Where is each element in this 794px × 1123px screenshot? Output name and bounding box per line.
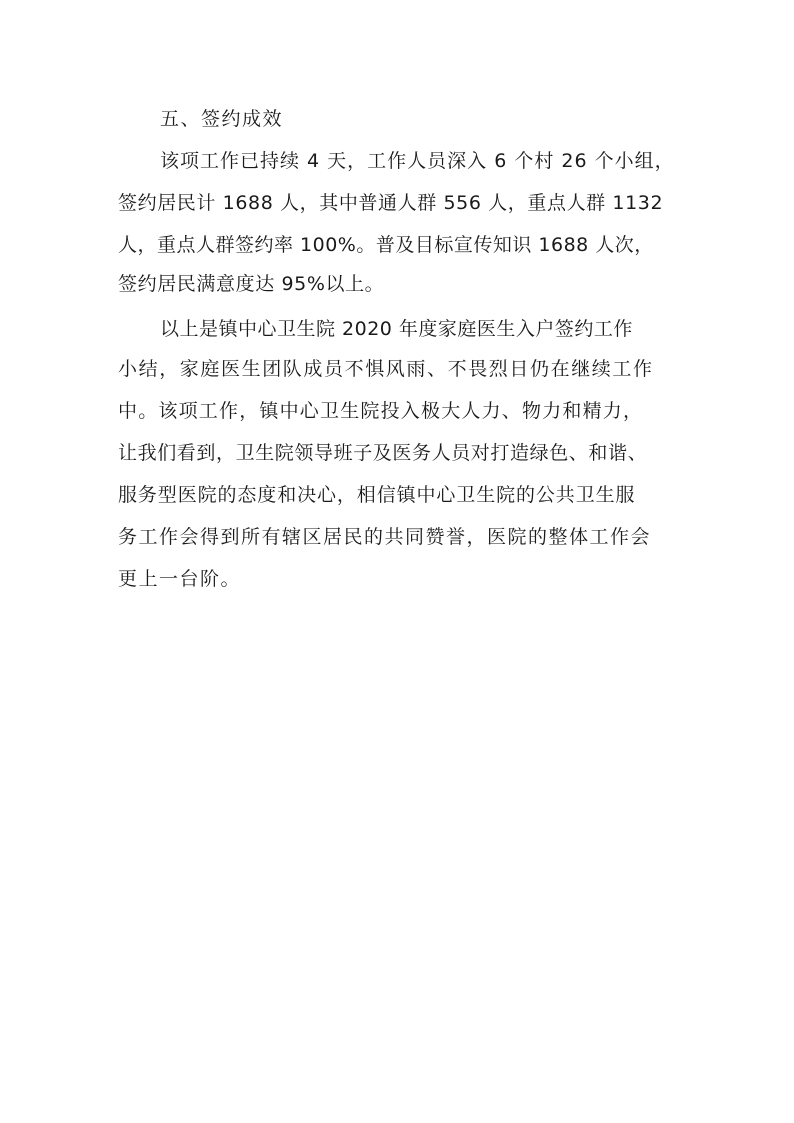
- paragraph-line: 更上一台阶。: [118, 568, 242, 590]
- paragraph-line: 以上是镇中心卫生院 2020 年度家庭医生入户签约工作: [160, 318, 633, 340]
- paragraph-line: 人，重点人群签约率 100%。普及目标宣传知识 1688 人次，: [118, 234, 654, 256]
- paragraph-line: 让我们看到，卫生院领导班子及医务人员对打造绿色、和谐、: [118, 442, 648, 464]
- paragraph-line: 中。该项工作，镇中心卫生院投入极大人力、物力和精力，: [118, 400, 644, 422]
- paragraph-line: 签约居民计 1688 人，其中普通人群 556 人，重点人群 1132: [118, 192, 664, 214]
- paragraph-line: 务工作会得到所有辖区居民的共同赞誉，医院的整体工作会: [118, 526, 652, 548]
- paragraph-line: 服务型医院的态度和决心，相信镇中心卫生院的公共卫生服: [118, 484, 636, 506]
- paragraph-line: 签约居民满意度达 95%以上。: [118, 273, 385, 295]
- paragraph-line: 小结，家庭医生团队成员不惧风雨、不畏烈日仍在继续工作: [118, 358, 654, 380]
- section-heading: 五、签约成效: [160, 108, 284, 130]
- paragraph-line: 该项工作已持续 4 天，工作人员深入 6 个村 26 个小组，: [160, 150, 675, 172]
